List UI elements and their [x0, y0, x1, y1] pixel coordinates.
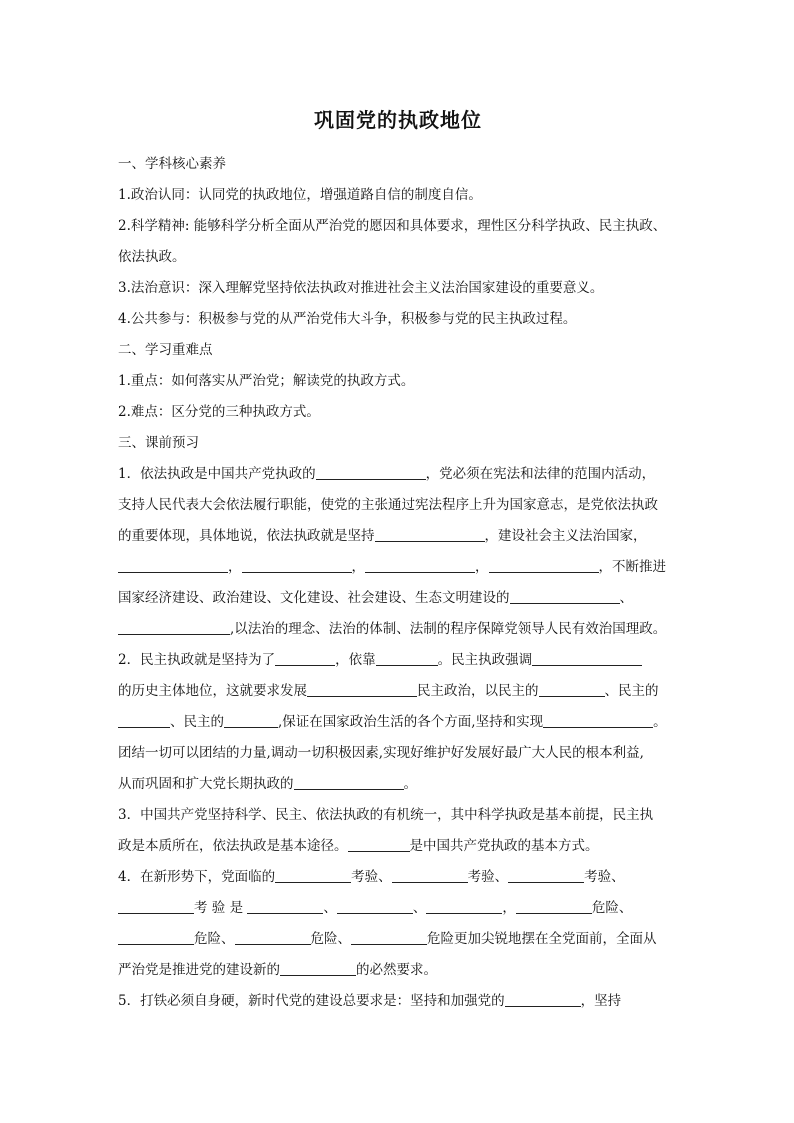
answer-blank[interactable]	[365, 558, 475, 573]
question-2-line-3: 、民主的 ,保证在国家政治生活的各个方面,坚持和实现 。	[118, 707, 678, 738]
answer-blank[interactable]	[532, 651, 642, 666]
question-2-line-4: 团结一切可以团结的力量,调动一切积极因素,实现好维护好发展好最广大人民的根本利益,	[118, 745, 644, 761]
answer-blank[interactable]	[247, 899, 323, 914]
question-1-line-2: 支持人民代表大会依法履行职能，使党的主张通过宪法程序上升为国家意志，是党依法执政	[118, 497, 658, 513]
question-3-line-1: 3．中国共产党坚持科学、民主、依法执政的有机统一，其中科学执政是基本前提，民主执	[118, 807, 654, 823]
question-3-line-2: 政是本质所在，依法执政是基本途径。 是中国共产党执政的基本方式。	[118, 838, 599, 854]
section-heading-key-points: 二、学习重难点	[118, 342, 213, 358]
answer-blank[interactable]	[275, 868, 351, 883]
answer-blank[interactable]	[539, 682, 605, 697]
list-item: 1.重点：如何落实从严治党；解读党的执政方式。	[118, 373, 415, 389]
question-5-line-1: 5．打铁必须自身硬，新时代党的建设总要求是：坚持和加强党的 ，坚持	[118, 993, 622, 1009]
question-2-line-5: 从而巩固和扩大党长期执政的 。	[118, 776, 417, 792]
list-item: 3.法治意识：深入理解党坚持依法执政对推进社会主义法治国家建设的重要意义。	[118, 280, 604, 296]
list-item: 4.公共参与：积极参与党的从严治党伟大斗争，积极参与党的民主执政过程。	[118, 311, 577, 327]
page-title: 巩固党的执政地位	[314, 108, 482, 132]
answer-blank[interactable]	[224, 713, 278, 728]
question-1-line-4: ， ， ， ，不断推进	[118, 552, 678, 583]
section-heading-core-literacy: 一、学科核心素养	[118, 156, 226, 172]
question-4-line-3: 危险、 危险、 危险更加尖锐地摆在全党面前，全面从	[118, 924, 678, 955]
answer-blank[interactable]	[235, 930, 311, 945]
answer-blank[interactable]	[307, 682, 417, 697]
answer-blank[interactable]	[242, 558, 352, 573]
question-4-line-1: 4．在新形势下，党面临的 考验、 考验、 考验、	[118, 869, 625, 885]
answer-blank[interactable]	[118, 558, 228, 573]
question-1-line-3: 的重要体现，具体地说，依法执政就是坚持 ，建设社会主义法治国家，	[118, 528, 647, 544]
section-heading-preview: 三、课前预习	[118, 435, 199, 451]
answer-blank[interactable]	[510, 589, 620, 604]
document-page	[118, 104, 678, 1017]
answer-blank[interactable]	[543, 713, 653, 728]
answer-blank[interactable]	[508, 868, 584, 883]
answer-blank[interactable]	[118, 899, 194, 914]
answer-blank[interactable]	[118, 930, 194, 945]
answer-blank[interactable]	[375, 527, 485, 542]
question-4-line-2: 考 验 是 、 、 ， 危险、	[118, 893, 678, 924]
answer-blank[interactable]	[516, 899, 592, 914]
list-item: 1.政治认同：认同党的执政地位，增强道路自信的制度自信。	[118, 187, 482, 203]
answer-blank[interactable]	[118, 620, 230, 635]
question-1-line-1: 1．依法执政是中国共产党执政的 ，党必须在宪法和法律的范围内活动，	[118, 466, 656, 482]
answer-blank[interactable]	[280, 961, 356, 976]
question-1-line-6: ,以法治的理念、法治的体制、法制的程序保障党领导人民有效治国理政。	[118, 614, 678, 645]
answer-blank[interactable]	[348, 837, 410, 852]
answer-blank[interactable]	[392, 868, 468, 883]
answer-blank[interactable]	[316, 465, 426, 480]
question-2-line-1: 2．民主执政就是坚持为了 ，依靠 。民主执政强调	[118, 645, 678, 676]
answer-blank[interactable]	[118, 713, 170, 728]
answer-blank[interactable]	[294, 775, 404, 790]
answer-blank[interactable]	[505, 992, 581, 1007]
question-4-line-4: 严治党是推进党的建设新的 的必然要求。	[118, 962, 437, 978]
list-item: 依法执政。	[118, 249, 186, 265]
answer-blank[interactable]	[351, 930, 427, 945]
answer-blank[interactable]	[426, 899, 502, 914]
list-item: 2.难点：区分党的三种执政方式。	[118, 404, 320, 420]
answer-blank[interactable]	[376, 651, 438, 666]
answer-blank[interactable]	[337, 899, 413, 914]
question-2-line-2: 的历史主体地位，这就要求发展 民主政治，以民主的 、民主的	[118, 683, 659, 699]
answer-blank[interactable]	[489, 558, 599, 573]
question-1-line-5: 国家经济建设、政治建设、文化建设、社会建设、生态文明建设的 、	[118, 590, 633, 606]
list-item: 2.科学精神: 能够科学分析全面从严治党的愿因和具体要求，理性区分科学执政、民主执政、	[118, 218, 667, 234]
answer-blank[interactable]	[275, 651, 335, 666]
